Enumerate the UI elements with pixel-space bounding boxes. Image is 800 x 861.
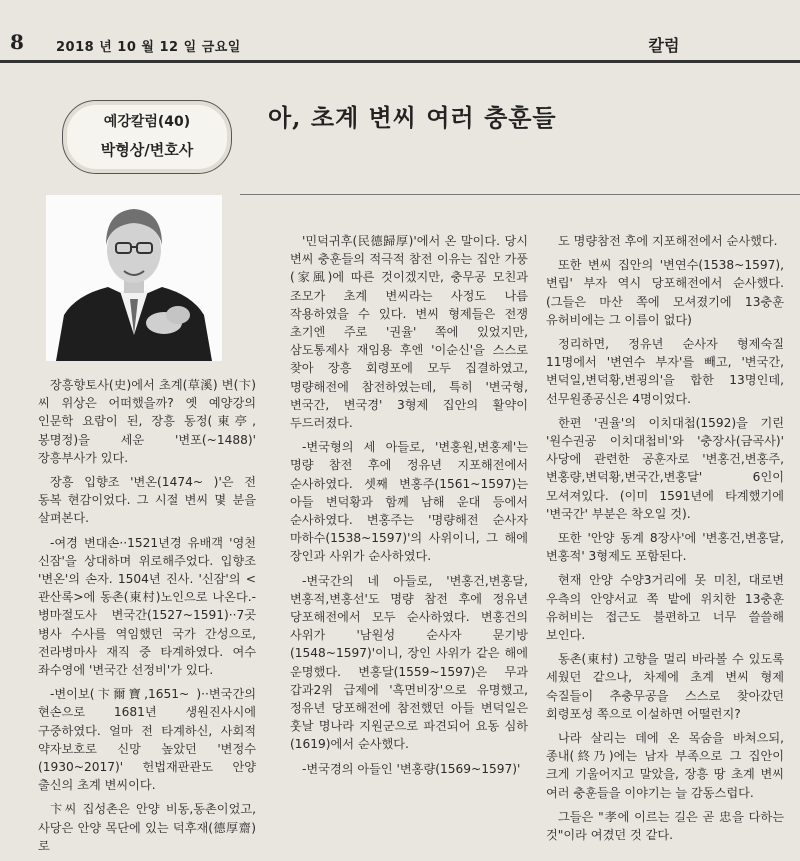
paragraph: '민덕귀후(民德歸厚)'에서 온 말이다. 당시 변씨 충훈들의 적극적 참전 이유는 집안 가풍(家風)에 따른 것이겠지만, 충무공 모친과 조모가 초계 변씨라는 사정도 나름 작용하였을 수 있다. 변씨 형제들은 전쟁 초기엔 주로 '권율' 쪽에 있었지만, 삼도통제사 재임용 후엔 '이순신'을 스스로 찾아 장흥 회령포에 모두 집결하였고, 명량해전에 참전하였는데, 특히 '변국형, 변국간, 변국경' 3형제 집안의 활약이 두드러졌다. [290, 234, 528, 431]
paragraph: -변국경의 아들인 '변홍량(1569~1597)' [302, 761, 521, 776]
article-column-1 [38, 376, 256, 861]
page-number: 8 [10, 30, 24, 54]
headline: 아, 초계 변씨 여러 충훈들 [268, 103, 557, 132]
paragraph: 현재 안양 수양3거리에 못 미친, 대로변 우측의 안양서교 쪽 밭에 위치한 13충훈 유허비는 접근도 불편하고 너무 쓸쓸해 보인다. [546, 573, 784, 643]
headline-rule [240, 194, 800, 195]
paragraph: 나라 살리는 데에 온 목숨을 바쳐으되, 종내(終乃)에는 남자 부족으로 그 집안이 크게 기울어지고 말았을, 장흥 땅 초계 변씨 여러 충훈들을 이야기는 늘 감동스럽다. [546, 731, 784, 800]
paragraph: -변국간의 네 아들로, '변홍건,변홍달,변홍적,변홍선'도 명량 참전 후에 정유년 당포해전에서 모두 순사하였다. 변홍건의 사위가 '남원성 순사자 문기방(1548~1597)'이니, 장인 사위가 같은 해에 운명했다. 변홍달(1559~1597)은 무과 갑과2위 급제에 '흑면비장'으로 유명했고, 정유년 당포해전에 참전했던 아들 변덕일은 훗날 명나라 지원군으로 파견되어 요동 심하(1619)에서 순사했다. [290, 573, 528, 752]
paragraph: -여경 변대손··1521년경 유배객 '영천 신잠'을 상대하며 위로해주었다. 입향조 '변온'의 손자. 1504년 진사. '신잠'의 <관산록>에 동촌(東村)노인으로 나온다.-병마절도사 변국간(1527~1591)··7곳 병사 수사를 역임했던 국가 간성으로, 전라병마사 재직 중 타계하였다. 여수 좌수영에 '변국간 선정비'가 있다. [38, 535, 256, 678]
paragraph: 도 명량참전 후에 지포해전에서 순사했다. [558, 234, 778, 248]
paragraph: 장흥향토사(史)에서 초계(草溪) 변(卞)씨 위상은 어떠했을까? 옛 예양강의 인문학 요람이 된, 장흥 동정(東亭, 봉명정)을 세운 '변포(~1488)' 장흥부사가 있다. [38, 378, 256, 465]
publication-date: 2018 년 10 월 12 일 금요일 [56, 40, 241, 55]
article-column-2 [290, 232, 528, 784]
paragraph: 정리하면, 정유년 순사자 형제숙질 11명에서 '변연수 부자'를 빼고, '변국간,변덕일,변덕황,변굉의'을 합한 13명인데, 선무원종공신은 4명이었다. [546, 337, 784, 406]
header-rule [0, 60, 800, 63]
author-photo [46, 195, 222, 361]
paragraph: 그들은 "孝에 이르는 길은 곧 忠을 다하는 것"이라 여겼던 것 같다. [546, 809, 784, 843]
article-column-3 [546, 232, 784, 850]
paragraph: 장흥 입향조 '변온(1474~ )'은 전 동복 현감이었다. 그 시절 변씨 몇 분을 살펴본다. [38, 475, 256, 526]
paragraph: -변이보(卞爾寶,1651~ )··변국간의 현손으로 1681년 생원진사시에 구중하였다. 얼마 전 타계하신, 사회적 약자보호로 신망 높았던 '변정수(1930~2017)' 헌법재판관도 안양 출신의 초계 변씨이다. [38, 687, 256, 793]
column-label-box [62, 100, 232, 174]
author-portrait-image [46, 195, 222, 361]
column-series: 예강칼럼(40) [103, 114, 191, 130]
paragraph: -변국형의 세 아들로, '변홍원,변홍제'는 명량 참전 후에 정유년 지포해전에서 순사하였다. 셋째 변홍주(1561~1597)는 아들 변덕황과 함께 남해 운대 등에서 순사하였다. 변홍주는 '명량해전 순사자 마하수(1538~1597)'의 사위이니, 그 해에 장인과 사위가 순사하였다. [290, 440, 528, 564]
paragraph: 卞씨 집성촌은 안양 비동,동촌이었고, 사당은 안양 목단에 있는 덕후재(德厚齋)로 [38, 802, 256, 853]
paragraph: 또한 '안양 동계 8장사'에 '변홍건,변홍달,변홍적' 3형제도 포함된다. [546, 531, 784, 564]
section-label: 칼럼 [648, 36, 680, 55]
paragraph: 또한 변씨 집안의 '변연수(1538~1597), 변립' 부자 역시 당포해전에서 순사했다. (그들은 마산 쪽에 모셔졌기에 13충훈 유허비에는 그 이름이 없다) [546, 258, 784, 327]
author-byline: 박형상/변호사 [100, 141, 194, 159]
paragraph: 한편 '권율'의 이치대첩(1592)을 기린 '원수권공 이치대첩비'와 '충장사(금곡사)' 사당에 관련한 공훈자로 '변홍건,변홍주,변홍량,변덕황,변국간,변홍달' 6인이 모셔져있다. (이미 1591년에 타계했기에 '변국간' 부분은 착오일 것). [546, 415, 784, 521]
paragraph: 동촌(東村) 고향을 멀리 바라볼 수 있도록 세웠던 같으나, 차제에 초계 변씨 형제 숙질들이 추충무공을 스스로 찾아갔던 회령포성 쪽으로 이설하면 어떨런지? [546, 652, 784, 721]
